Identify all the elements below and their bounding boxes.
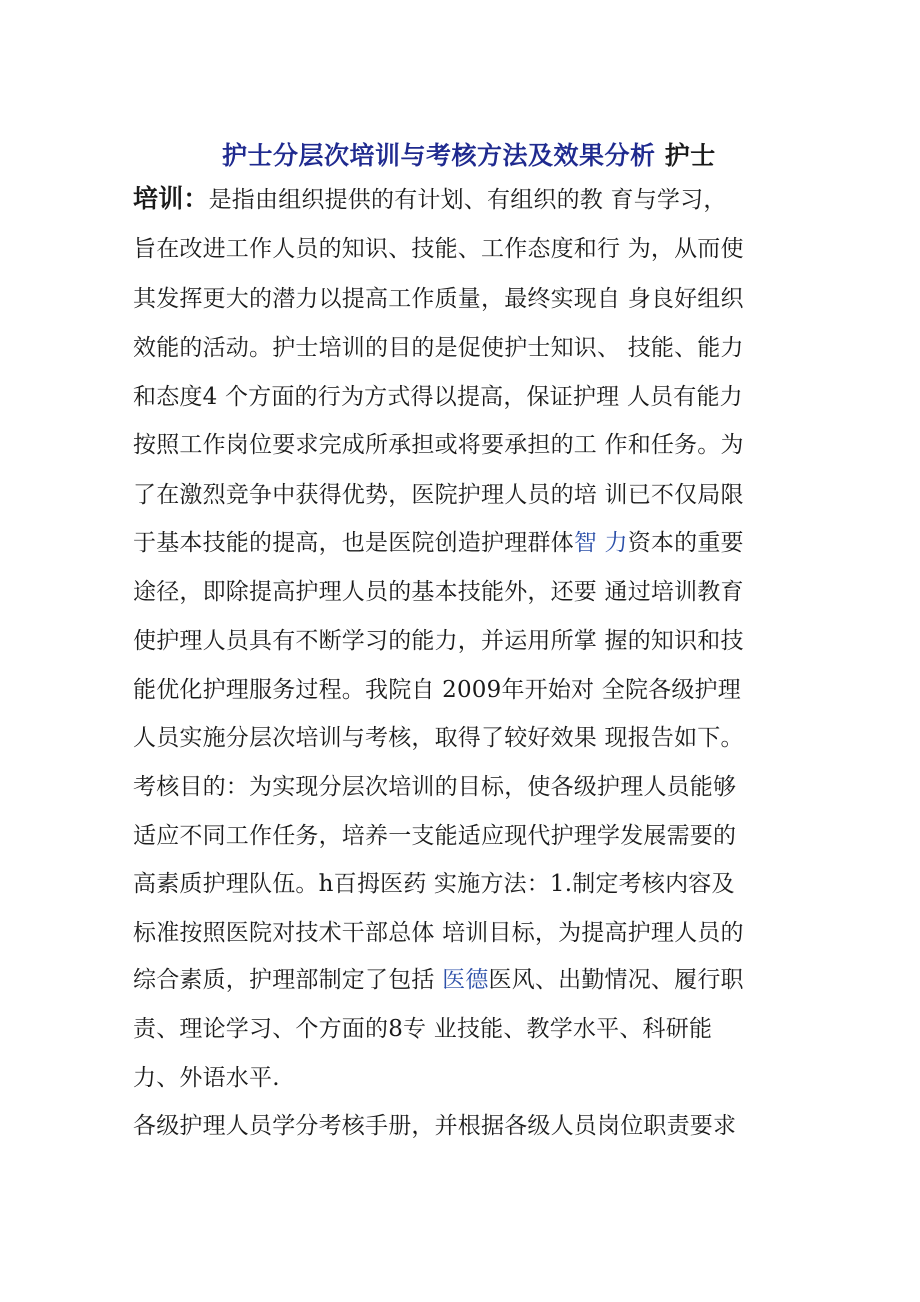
paragraph-line-19: 力、外语水平. — [133, 1065, 280, 1091]
paragraph-line-5: 和态度4 个方面的行为方式得以提高，保证护理 人员有能力 — [133, 384, 743, 410]
paragraph-line-9: 途径，即除提高护理人员的基本技能外，还要 通过培训教育 — [133, 579, 744, 605]
paragraph-line-10: 使护理人员具有不断学习的能力，并运用所掌 握的知识和技 — [133, 628, 744, 654]
paragraph-line-14: 适应不同工作任务，培养一支能适应现代护理学发展需要的 — [133, 823, 737, 849]
line-tail: 资本的重要 — [627, 530, 744, 556]
paragraph-line-7: 了在激烈竞争中获得优势，医院护理人员的培 训已不仅局限 — [133, 482, 744, 508]
keyword-link-intellect[interactable]: 智 力 — [573, 530, 628, 556]
document-title — [222, 136, 716, 172]
paragraph-line-20: 各级护理人员学分考核手册，并根据各级人员岗位职责要求 — [133, 1113, 737, 1139]
paragraph-line-1 — [133, 184, 793, 215]
paragraph-line-18: 责、理论学习、个方面的8专 业技能、教学水平、科研能 — [133, 1016, 713, 1042]
lead-term: 培训： — [133, 184, 209, 213]
line-text: 综合素质，护理部制定了包括 — [133, 967, 443, 993]
paragraph-line-13: 考核目的：为实现分层次培训的目标，使各级护理人员能够 — [133, 774, 737, 800]
paragraph-line-8 — [133, 528, 793, 558]
paragraph-line-16: 标准按照医院对技术干部总体 培训目标，为提高护理人员的 — [133, 920, 744, 946]
line-tail: 医风、出勤情况、履行职 — [488, 967, 744, 993]
paragraph-line-17 — [133, 965, 793, 995]
paragraph-line-6: 按照工作岗位要求完成所承担或将要承担的工 作和任务。为 — [133, 432, 744, 458]
paragraph-line-3: 其发挥更大的潜力以提高工作质量，最终实现自 身良好组织 — [133, 286, 744, 312]
title-tail: 护士 — [655, 141, 716, 170]
line-text: 是指由组织提供的有计划、有组织的教 育与学习， — [208, 187, 727, 213]
paragraph-line-2: 旨在改进工作人员的知识、技能、工作态度和行 为，从而使 — [133, 236, 744, 262]
paragraph-line-4: 效能的活动。护士培训的目的是促使护士知识、 技能、能力 — [133, 335, 744, 361]
keyword-link-medical-ethics[interactable]: 医德 — [442, 967, 489, 993]
paragraph-line-15: 高素质护理队伍。h百拇医药 实施方法：1.制定考核内容及 — [133, 871, 735, 897]
paragraph-line-12: 人员实施分层次培训与考核，取得了较好效果 现报告如下。 — [133, 725, 744, 751]
line-text: 于基本技能的提高，也是医院创造护理群体 — [133, 530, 574, 556]
title-text: 护士分层次培训与考核方法及效果分析 — [222, 141, 656, 170]
paragraph-line-11: 能优化护理服务过程。我院自 2009年开始对 全院各级护理 — [133, 677, 741, 703]
